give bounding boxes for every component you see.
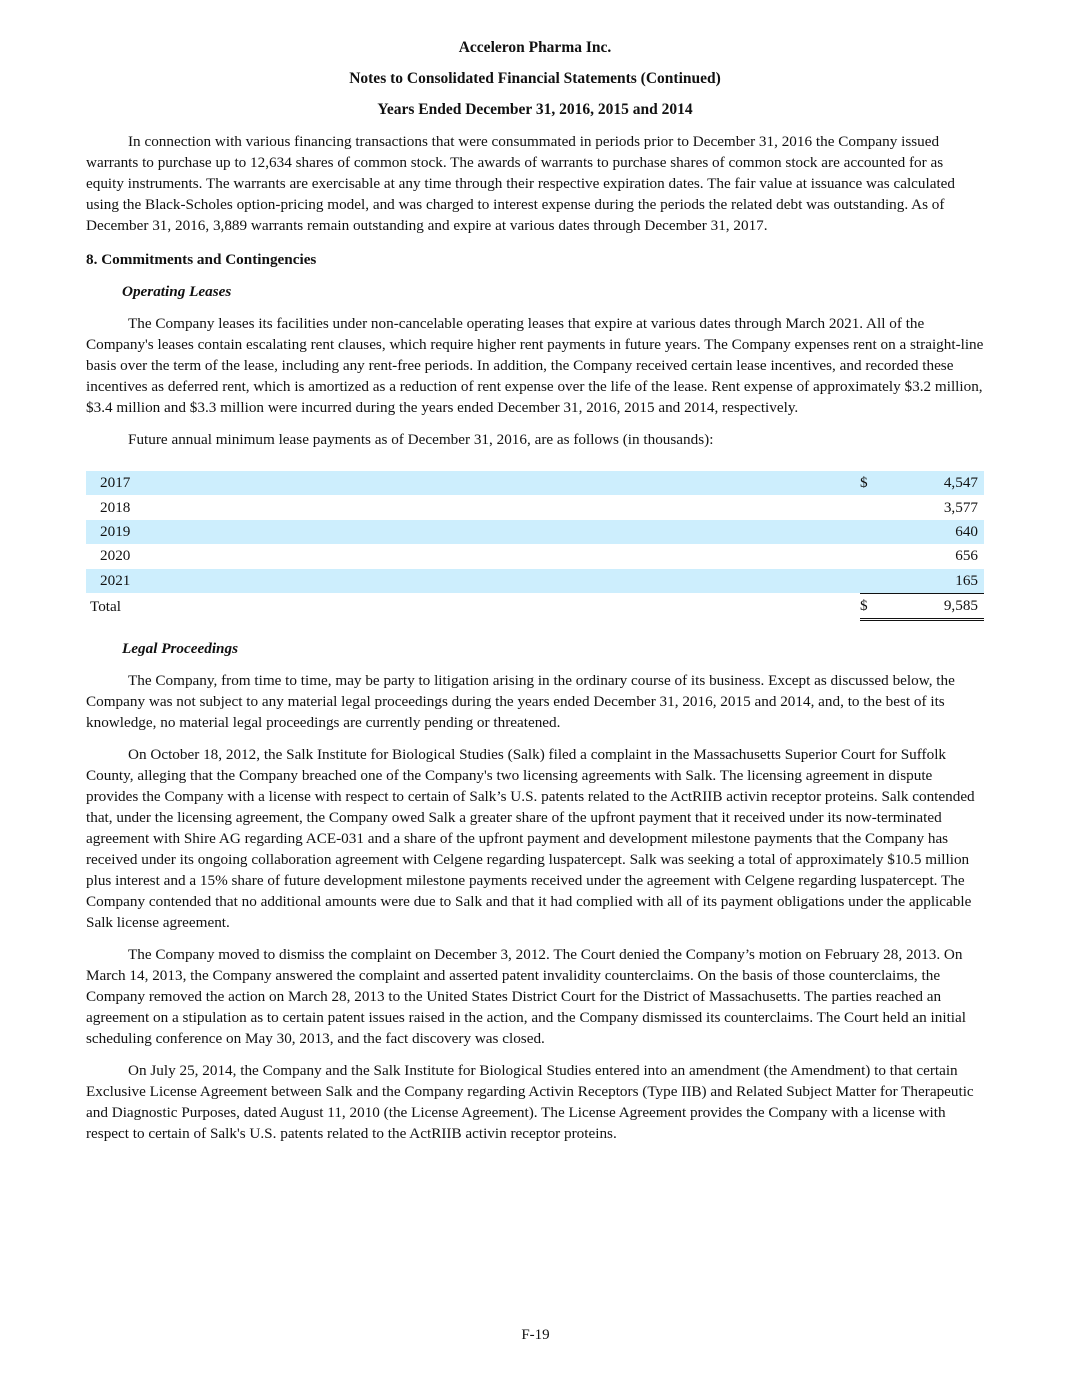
lease-payments-table bbox=[86, 471, 984, 621]
document-page bbox=[86, 36, 984, 1144]
currency-cell bbox=[860, 495, 890, 519]
table-row bbox=[86, 544, 984, 568]
notes-title: Notes to Consolidated Financial Statements (Continued) bbox=[349, 70, 721, 87]
currency-cell: $ bbox=[860, 471, 890, 495]
operating-leases-paragraph: The Company leases its facilities under non-cancelable operating leases that expire at various dates through March 2021. All of the Company's leases contain escalating rent clauses, which require higher rent payments in future years. The Company expenses rent on a straight-line basis over the term of the lease, including any rent-free periods. In addition, the Company received certain lease incentives, and recorded these incentives as deferred rent, which is amortized as a reduction of rent expense over the life of the lease. Rent expense of approximately $3.2 million, $3.4 million and $3.3 million were incurred during the years ended December 31, 2016, 2015 and 2014, respectively. bbox=[86, 315, 984, 416]
currency-cell bbox=[860, 569, 890, 594]
year-cell: 2020 bbox=[100, 547, 131, 565]
year-cell: 2019 bbox=[86, 520, 860, 544]
period-title: Years Ended December 31, 2016, 2015 and 2014 bbox=[377, 101, 693, 118]
amount-cell: 165 bbox=[890, 569, 984, 594]
legal-paragraph: The Company moved to dismiss the complaint on December 3, 2012. The Court denied the Company’s motion on February 28, 2013. On March 14, 2013, the Company answered the complaint and asserted patent invalidity counterclaims. On the basis of those counterclaims, the Company removed the action on March 28, 2013 to the United States District Court for the District of Massachusetts. The parties reached an agreement on a stipulation as to certain patent issues raised in the action, and the Company dismissed its counterclaims. The Court held an initial scheduling conference on May 30, 2013, and the fact discovery was closed. bbox=[86, 946, 966, 1048]
table-row bbox=[86, 569, 984, 594]
table-row bbox=[86, 520, 984, 544]
legal-paragraph: On October 18, 2012, the Salk Institute for Biological Studies (Salk) filed a complaint in the Massachusetts Superior Court for Suffolk County, alleging that the Company breached one of the Company's two licensing agreements with Salk. The licensing agreement in dispute provides the Company with a license with respect to certain of Salk’s U.S. patents related to the ActRIIB activin receptor proteins. Salk contended that, under the licensing agreement, the Company owed Salk a greater share of the upfront payment that it received under its now-terminated agreement with Shire AG regarding ACE-031 and a share of the upfront payment and development milestone payments that the Company has received under its ongoing collaboration agreement with Celgene regarding luspatercept. Salk was seeking a total of approximately $10.5 million plus interest and a 15% share of future development milestone payments received under the agreement with Celgene regarding luspatercept. The Company contended that no additional amounts were due to Salk and that it had complied with all of its payment obligations under the applicable Salk license agreement. bbox=[86, 746, 975, 932]
legal-paragraph: The Company, from time to time, may be party to litigation arising in the ordinary course of its business. Except as discussed below, the Company was not subject to any material legal proceedings during the years ended December 31, 2016, 2015 and 2014, and, to the best of its knowledge, no material legal proceedings are currently pending or threatened. bbox=[86, 672, 955, 732]
operating-leases-heading: Operating Leases bbox=[122, 283, 232, 300]
amount-cell: 3,577 bbox=[943, 498, 978, 516]
total-label: Total bbox=[86, 593, 860, 619]
total-row bbox=[86, 593, 984, 619]
currency-cell bbox=[860, 544, 890, 568]
company-name: Acceleron Pharma Inc. bbox=[458, 39, 612, 56]
amount-cell: 640 bbox=[890, 520, 984, 544]
year-cell: 2017 bbox=[86, 471, 860, 495]
total-amount: 9,585 bbox=[890, 593, 984, 619]
year-cell: 2021 bbox=[86, 569, 860, 594]
amount-cell: 4,547 bbox=[890, 471, 984, 495]
lease-table-intro: Future annual minimum lease payments as of December 31, 2016, are as follows (in thousands): bbox=[128, 431, 714, 448]
year-cell: 2018 bbox=[100, 498, 131, 516]
section-heading: 8. Commitments and Contingencies bbox=[86, 251, 317, 268]
page-number: F-19 bbox=[521, 1327, 550, 1343]
currency-cell bbox=[860, 520, 890, 544]
table-row bbox=[86, 495, 984, 519]
legal-paragraph: On July 25, 2014, the Company and the Salk Institute for Biological Studies entered into an amendment (the Amendment) to that certain Exclusive License Agreement between Salk and the Company regarding Activin Receptors (Type IIB) and Related Subject Matter for Therapeutic and Diagnostic Purposes, dated August 11, 2010 (the License Agreement). The License Agreement provides the Company with a license with respect to certain of Salk's U.S. patents related to the ActRIIB activin receptor proteins. bbox=[86, 1062, 974, 1143]
amount-cell: 656 bbox=[955, 547, 978, 565]
warrants-paragraph: In connection with various financing transactions that were consummated in periods prior to December 31, 2016 the Company issued warrants to purchase up to 12,634 shares of common stock. The awards of warrants to purchase shares of common stock are accounted for as equity instruments. The warrants are exercisable at any time through their respective expiration dates. The fair value at issuance was calculated using the Black-Scholes option-pricing model, and was charged to interest expense during the periods the related debt was outstanding. As of December 31, 2016, 3,889 warrants remain outstanding and expire at various dates through December 31, 2017. bbox=[86, 133, 956, 234]
total-currency: $ bbox=[860, 593, 890, 619]
table-row bbox=[86, 471, 984, 495]
legal-proceedings-heading: Legal Proceedings bbox=[122, 640, 238, 658]
